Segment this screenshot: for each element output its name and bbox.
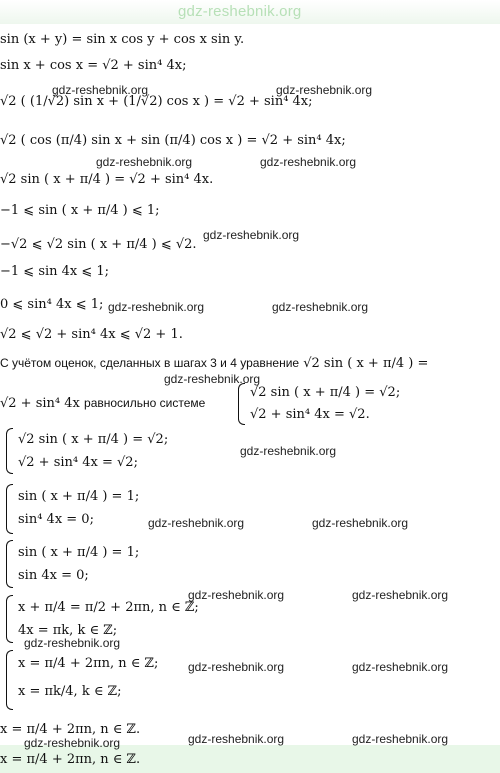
formula-line-3: √2 ( (1/√2) sin x + (1/√2) cos x ) = √2 + sin⁴ 4x; [0, 94, 313, 109]
watermark: gdz-reshebnik.org [96, 155, 193, 169]
watermark: gdz-reshebnik.org [260, 155, 357, 169]
answer-line-1: x = π/4 + 2πn, n ∈ ℤ. [0, 722, 141, 737]
system1-row-1: √2 sin ( x + π/4 ) = √2; [18, 432, 169, 447]
watermark: gdz-reshebnik.org [188, 732, 285, 746]
watermark: gdz-reshebnik.org [240, 444, 337, 458]
system5-row-2: x = πk/4, k ∈ ℤ; [18, 684, 122, 699]
conclusion-math: √2 sin ( x + π/4 ) = [303, 356, 429, 371]
watermark: gdz-reshebnik.org [52, 83, 149, 97]
watermark: gdz-reshebnik.org [272, 300, 369, 314]
watermark: gdz-reshebnik.org [24, 736, 121, 750]
watermark: gdz-reshebnik.org [276, 83, 373, 97]
formula-line-7: −√2 ⩽ √2 sin ( x + π/4 ) ⩽ √2. [0, 237, 197, 252]
watermark: gdz-reshebnik.org [188, 588, 285, 602]
watermark: gdz-reshebnik.org [203, 228, 300, 242]
watermark: gdz-reshebnik.org [352, 732, 449, 746]
system-brace-1 [6, 428, 13, 474]
system1-row-2: √2 + sin⁴ 4x = √2; [18, 455, 138, 470]
watermark: gdz-reshebnik.org [352, 660, 449, 674]
formula-line-4: √2 ( cos (π/4) sin x + sin (π/4) cos x ) = √2 + sin⁴ 4x; [0, 133, 346, 148]
inline-system-row-1: √2 sin ( x + π/4 ) = √2; [250, 385, 401, 400]
system3-row-1: sin ( x + π/4 ) = 1; [18, 545, 140, 560]
system-brace-4 [6, 595, 13, 643]
watermark: gdz-reshebnik.org [108, 300, 205, 314]
formula-line-10: √2 ⩽ √2 + sin⁴ 4x ⩽ √2 + 1. [0, 327, 183, 342]
watermark: gdz-reshebnik.org [24, 636, 121, 650]
system-brace-3 [6, 540, 13, 588]
equivalence-math: √2 + sin⁴ 4x [0, 396, 80, 411]
formula-line-2: sin x + cos x = √2 + sin⁴ 4x; [0, 58, 187, 73]
watermark: gdz-reshebnik.org [312, 516, 409, 530]
formula-line-1: sin (x + y) = sin x cos y + cos x sin y. [0, 32, 245, 47]
site-logo[interactable]: gdz-reshebnik.org [178, 3, 302, 20]
site-header [0, 0, 500, 24]
answer-line-2: x = π/4 + 2πn, n ∈ ℤ. [0, 752, 141, 767]
system-brace-inline [238, 383, 245, 425]
system2-row-1: sin ( x + π/4 ) = 1; [18, 489, 140, 504]
system-brace-2 [6, 484, 13, 534]
formula-line-8: −1 ⩽ sin 4x ⩽ 1; [0, 264, 110, 279]
equivalence-line [0, 395, 205, 412]
system4-row-1: x + π/4 = π/2 + 2πn, n ∈ ℤ; [18, 600, 199, 615]
equivalence-text: равносильно системе [84, 396, 206, 410]
formula-line-9: 0 ⩽ sin⁴ 4x ⩽ 1; [0, 297, 104, 312]
watermark: gdz-reshebnik.org [188, 660, 285, 674]
system-brace-5 [6, 650, 13, 710]
system4-row-2: 4x = πk, k ∈ ℤ; [18, 623, 118, 638]
inline-system-row-2: √2 + sin⁴ 4x = √2. [250, 407, 370, 422]
watermark: gdz-reshebnik.org [164, 372, 261, 386]
system5-row-1: x = π/4 + 2πn, n ∈ ℤ; [18, 656, 159, 671]
system2-row-2: sin⁴ 4x = 0; [18, 512, 94, 527]
system3-row-2: sin 4x = 0; [18, 568, 89, 583]
formula-line-6: −1 ⩽ sin ( x + π/4 ) ⩽ 1; [0, 203, 160, 218]
watermark: gdz-reshebnik.org [352, 588, 449, 602]
formula-line-5: √2 sin ( x + π/4 ) = √2 + sin⁴ 4x. [0, 172, 214, 187]
conclusion-text: С учётом оценок, сделанных в шагах 3 и 4 уравнение [0, 356, 300, 370]
watermark: gdz-reshebnik.org [148, 516, 245, 530]
conclusion-line [0, 355, 428, 372]
